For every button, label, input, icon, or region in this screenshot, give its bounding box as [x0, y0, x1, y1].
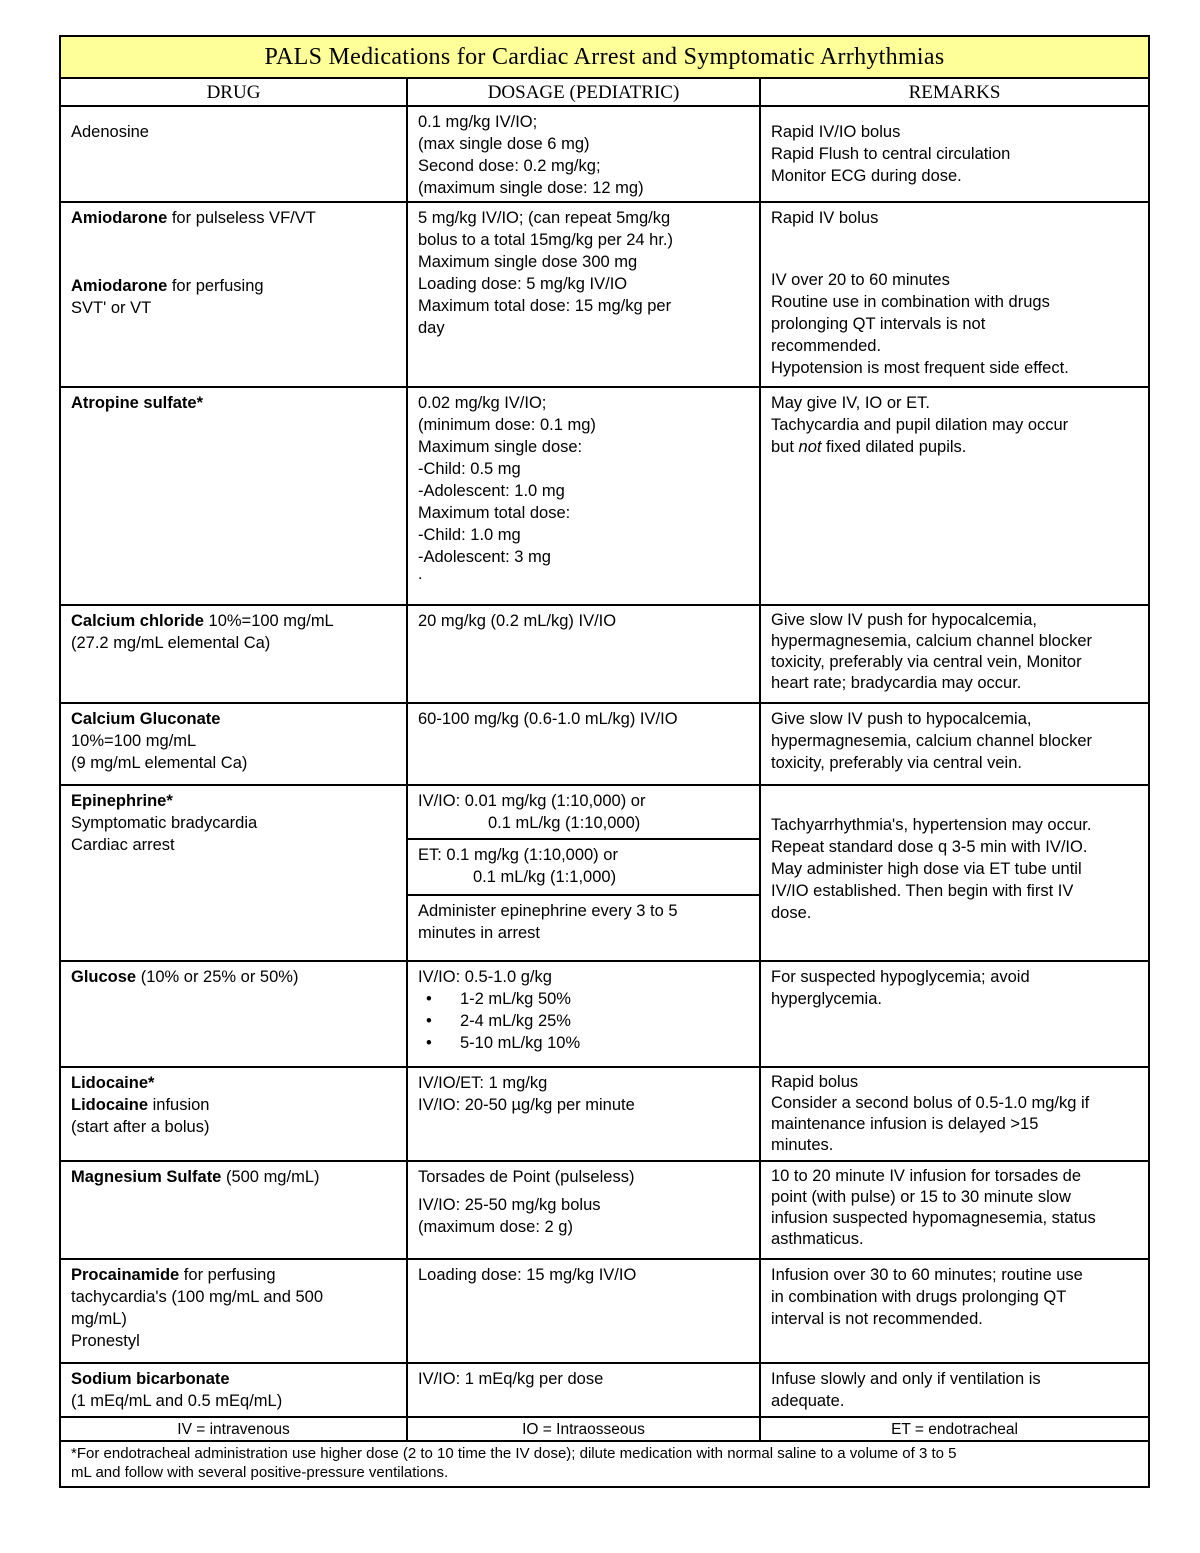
remarks-cell: [760, 703, 1149, 785]
drug-name: Adenosine: [71, 123, 149, 141]
dosage-line: Loading dose: 15 mg/kg IV/IO: [418, 1266, 637, 1284]
row-calcium-chloride: [60, 605, 1149, 703]
remarks-cell: [760, 106, 1149, 202]
remarks-line: in combination with drugs prolonging QT: [771, 1288, 1067, 1306]
row-magnesium-sulfate: [60, 1161, 1149, 1259]
dosage-line: Torsades de Point (pulseless): [418, 1168, 635, 1186]
dosage-note-block: [408, 896, 759, 948]
dosage-cell: [407, 1067, 760, 1161]
remarks-line: Tachyarrhythmia's, hypertension may occur.: [771, 816, 1092, 834]
drug-detail: (1 mEq/mL and 0.5 mEq/mL): [71, 1392, 283, 1410]
dosage-line: -Child: 1.0 mg: [418, 526, 521, 544]
remarks-line: Give slow IV push for hypocalcemia,: [771, 611, 1037, 629]
drug-detail: Cardiac arrest: [71, 836, 175, 854]
dosage-line: -Child: 0.5 mg: [418, 460, 521, 478]
drug-name: Magnesium Sulfate (500 mg/mL): [71, 1168, 320, 1186]
remarks-line: Routine use in combination with drugs: [771, 293, 1050, 311]
drug-cell: [60, 1363, 407, 1417]
remarks-line: point (with pulse) or 15 to 30 minute slow: [771, 1188, 1071, 1206]
footnote-row: [60, 1441, 1149, 1487]
drug-name: Atropine sulfate*: [71, 394, 204, 412]
dosage-line: 0.02 mg/kg IV/IO;: [418, 394, 547, 412]
drug-name: Lidocaine infusion: [71, 1096, 210, 1114]
drug-name: Calcium chloride 10%=100 mg/mL: [71, 612, 334, 630]
remarks-line: Give slow IV push to hypocalcemia,: [771, 710, 1032, 728]
dosage-cell: [407, 1161, 760, 1259]
remarks-line: prolonging QT intervals is not: [771, 315, 986, 333]
dosage-line: Maximum total dose: 15 mg/kg per: [418, 297, 672, 315]
drug-detail: SVT' or VT: [71, 299, 152, 317]
drug-detail: (27.2 mg/mL elemental Ca): [71, 634, 271, 652]
dosage-line: 0.1 mg/kg IV/IO;: [418, 113, 538, 131]
remarks-line: May administer high dose via ET tube until: [771, 860, 1082, 878]
drug-cell: [60, 202, 407, 387]
dosage-line: minutes in arrest: [418, 924, 540, 942]
drug-detail: Symptomatic bradycardia: [71, 814, 258, 832]
dosage-line: (maximum single dose: 12 mg): [418, 179, 644, 197]
drug-cell: [60, 605, 407, 703]
dosage-iv-block: [408, 786, 759, 840]
remarks-cell: [760, 1259, 1149, 1363]
dosage-cell: [407, 785, 760, 961]
row-procainamide: [60, 1259, 1149, 1363]
drug-name: Sodium bicarbonate: [71, 1370, 230, 1388]
dosage-line: IV/IO: 1 mEq/kg per dose: [418, 1370, 604, 1388]
remarks-line: infusion suspected hypomagnesemia, status: [771, 1209, 1096, 1227]
dosage-line: day: [418, 319, 445, 337]
dosage-line: Maximum single dose 300 mg: [418, 253, 638, 271]
row-calcium-gluconate: [60, 703, 1149, 785]
dosage-cell: [407, 106, 760, 202]
dosage-line: Loading dose: 5 mg/kg IV/IO: [418, 275, 628, 293]
dosage-line: .: [418, 565, 423, 583]
dosage-line: 60-100 mg/kg (0.6-1.0 mL/kg) IV/IO: [418, 710, 678, 728]
abbrev-iv: IV = intravenous: [60, 1417, 407, 1441]
dosage-line: Maximum total dose:: [418, 504, 571, 522]
remarks-line: 10 to 20 minute IV infusion for torsades de: [771, 1167, 1082, 1185]
dosage-line: (maximum dose: 2 g): [418, 1218, 573, 1236]
dosage-cell: [407, 1363, 760, 1417]
abbrev-io: IO = Intraosseous: [407, 1417, 760, 1441]
drug-cell: [60, 106, 407, 202]
drug-name: Amiodarone for pulseless VF/VT: [71, 209, 316, 227]
header-drug: DRUG: [60, 78, 407, 106]
abbrev-et: ET = endotracheal: [760, 1417, 1149, 1441]
dosage-cell: [407, 202, 760, 387]
remarks-cell: [760, 387, 1149, 605]
remarks-cell: [760, 961, 1149, 1067]
drug-cell: [60, 1161, 407, 1259]
drug-cell: [60, 387, 407, 605]
dosage-line: IV/IO: 20-50 µg/kg per minute: [418, 1096, 635, 1114]
row-lidocaine: [60, 1067, 1149, 1161]
remarks-line: dose.: [771, 904, 812, 922]
remarks-line: adequate.: [771, 1392, 845, 1410]
dosage-line: (minimum dose: 0.1 mg): [418, 416, 596, 434]
dosage-line: 20 mg/kg (0.2 mL/kg) IV/IO: [418, 612, 617, 630]
drug-name: Amiodarone for perfusing: [71, 277, 264, 295]
row-adenosine: [60, 106, 1149, 202]
remarks-line: Rapid IV bolus: [771, 209, 879, 227]
drug-name: Lidocaine*: [71, 1074, 155, 1092]
dosage-line: (max single dose 6 mg): [418, 135, 590, 153]
column-headers: [60, 78, 1149, 106]
dosage-cell: [407, 703, 760, 785]
drug-detail: mg/mL): [71, 1310, 127, 1328]
dosage-line: ET: 0.1 mg/kg (1:10,000) or: [418, 846, 618, 864]
dosage-line: -Adolescent: 1.0 mg: [418, 482, 565, 500]
row-epinephrine: [60, 785, 1149, 961]
drug-detail: (start after a bolus): [71, 1118, 210, 1136]
dosage-cell: [407, 387, 760, 605]
dosage-line: -Adolescent: 3 mg: [418, 548, 551, 566]
remarks-line: Rapid bolus: [771, 1073, 859, 1091]
remarks-cell: [760, 605, 1149, 703]
remarks-line: Rapid IV/IO bolus: [771, 123, 901, 141]
dosage-line: IV/IO: 0.5-1.0 g/kg: [418, 968, 552, 986]
drug-cell: [60, 1067, 407, 1161]
remarks-line: Consider a second bolus of 0.5-1.0 mg/kg if: [771, 1094, 1090, 1112]
remarks-cell: [760, 1161, 1149, 1259]
drug-cell: [60, 703, 407, 785]
drug-cell: [60, 785, 407, 961]
remarks-line: asthmaticus.: [771, 1230, 864, 1248]
drug-name: Glucose (10% or 25% or 50%): [71, 968, 299, 986]
footnote-line: *For endotracheal administration use higher dose (2 to 10 time the IV dose); dilute medication with normal saline to a volume of 3 to 5: [71, 1445, 957, 1462]
header-dosage: DOSAGE (PEDIATRIC): [407, 78, 760, 106]
remarks-line: IV/IO established. Then begin with first IV: [771, 882, 1074, 900]
remarks-line: heart rate; bradycardia may occur.: [771, 674, 1022, 692]
dosage-line: IV/IO: 25-50 mg/kg bolus: [418, 1196, 601, 1214]
drug-detail: 10%=100 mg/mL: [71, 732, 197, 750]
dosage-line: Maximum single dose:: [418, 438, 583, 456]
drug-cell: [60, 1259, 407, 1363]
medication-table: [59, 35, 1150, 1488]
remarks-line: hypermagnesemia, calcium channel blocker: [771, 732, 1092, 750]
remarks-line: interval is not recommended.: [771, 1310, 983, 1328]
remarks-cell: [760, 785, 1149, 961]
abbreviation-row: [60, 1417, 1149, 1441]
dosage-cell: [407, 605, 760, 703]
dosage-line: 0.1 mL/kg (1:10,000): [488, 814, 641, 832]
row-amiodarone: [60, 202, 1149, 387]
dosage-et-block: [408, 840, 759, 896]
footnote: [60, 1441, 1149, 1487]
dosage-cell: [407, 1259, 760, 1363]
footnote-line: mL and follow with several positive-pressure ventilations.: [71, 1464, 449, 1481]
remarks-line: toxicity, preferably via central vein.: [771, 754, 1022, 772]
dosage-bullet: • 1-2 mL/kg 50%: [418, 988, 749, 1010]
drug-name: Procainamide for perfusing: [71, 1266, 276, 1284]
dosage-bullet: • 2-4 mL/kg 25%: [418, 1010, 749, 1032]
medication-sheet: [59, 35, 1148, 1488]
remarks-line: recommended.: [771, 337, 882, 355]
dosage-line: 0.1 mL/kg (1:1,000): [473, 868, 617, 886]
remarks-line: Repeat standard dose q 3-5 min with IV/IO.: [771, 838, 1088, 856]
header-remarks: REMARKS: [760, 78, 1149, 106]
remarks-line: hypermagnesemia, calcium channel blocker: [771, 632, 1092, 650]
drug-name: Epinephrine*: [71, 792, 173, 810]
remarks-line: hyperglycemia.: [771, 990, 882, 1008]
row-glucose: [60, 961, 1149, 1067]
drug-cell: [60, 961, 407, 1067]
remarks-line: Monitor ECG during dose.: [771, 167, 962, 185]
row-atropine: [60, 387, 1149, 605]
remarks-line: but not fixed dilated pupils.: [771, 438, 967, 456]
drug-detail: tachycardia's (100 mg/mL and 500: [71, 1288, 324, 1306]
dosage-line: IV/IO: 0.01 mg/kg (1:10,000) or: [418, 792, 646, 810]
remarks-cell: [760, 1067, 1149, 1161]
remarks-line: May give IV, IO or ET.: [771, 394, 930, 412]
row-sodium-bicarbonate: [60, 1363, 1149, 1417]
dosage-cell: [407, 961, 760, 1067]
remarks-line: minutes.: [771, 1136, 834, 1154]
dosage-line: Administer epinephrine every 3 to 5: [418, 902, 678, 920]
drug-detail: (9 mg/mL elemental Ca): [71, 754, 248, 772]
dosage-line: IV/IO/ET: 1 mg/kg: [418, 1074, 548, 1092]
page-title: PALS Medications for Cardiac Arrest and Symptomatic Arrhythmias: [60, 36, 1149, 78]
remarks-line: toxicity, preferably via central vein, Monitor: [771, 653, 1082, 671]
dosage-line: 5 mg/kg IV/IO; (can repeat 5mg/kg: [418, 209, 671, 227]
remarks-line: For suspected hypoglycemia; avoid: [771, 968, 1030, 986]
dosage-bullet: • 5-10 mL/kg 10%: [418, 1032, 749, 1054]
remarks-line: IV over 20 to 60 minutes: [771, 271, 950, 289]
drug-name: Calcium Gluconate: [71, 710, 221, 728]
remarks-cell: [760, 1363, 1149, 1417]
drug-detail: Pronestyl: [71, 1332, 140, 1350]
remarks-line: Hypotension is most frequent side effect.: [771, 359, 1069, 377]
remarks-cell: [760, 202, 1149, 387]
remarks-line: Infuse slowly and only if ventilation is: [771, 1370, 1041, 1388]
remarks-line: Tachycardia and pupil dilation may occur: [771, 416, 1069, 434]
dosage-line: bolus to a total 15mg/kg per 24 hr.): [418, 231, 673, 249]
dosage-line: Second dose: 0.2 mg/kg;: [418, 157, 601, 175]
remarks-line: Infusion over 30 to 60 minutes; routine use: [771, 1266, 1083, 1284]
remarks-line: Rapid Flush to central circulation: [771, 145, 1011, 163]
remarks-line: maintenance infusion is delayed >15: [771, 1115, 1039, 1133]
